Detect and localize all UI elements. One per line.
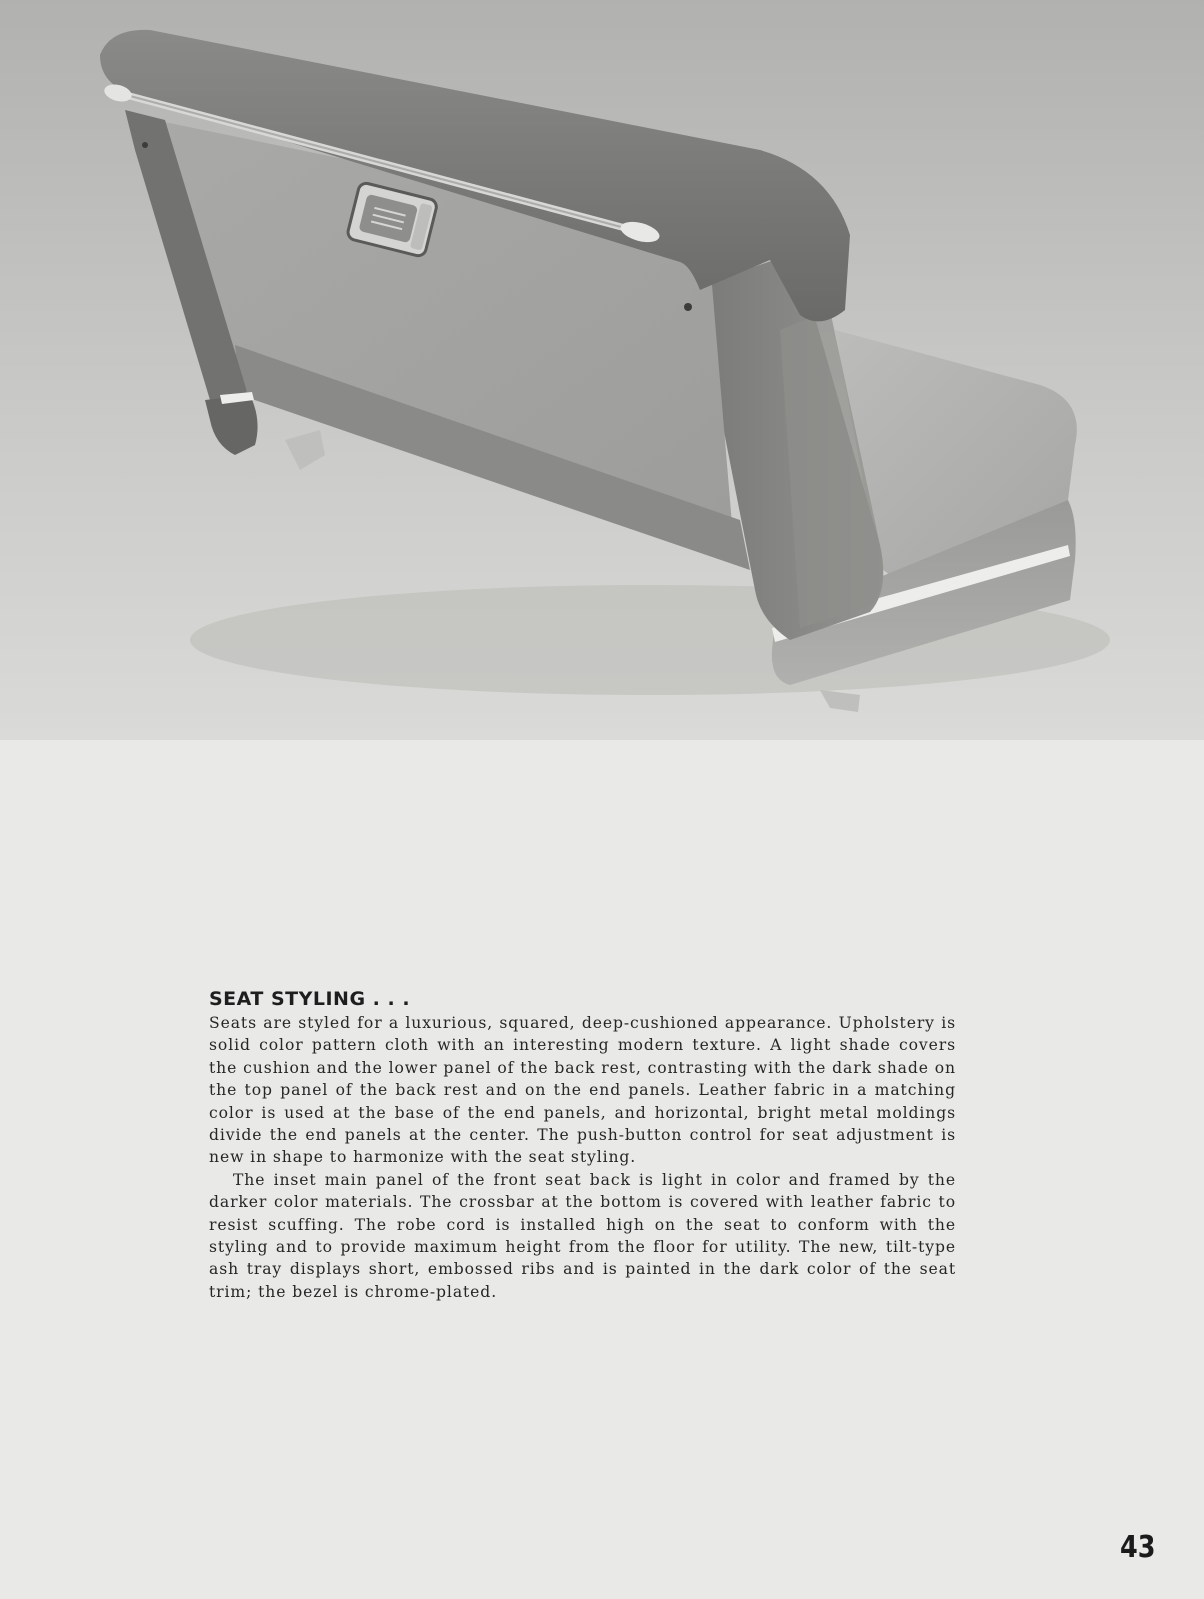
- paragraph-1: Seats are styled for a luxurious, squared, deep-cushioned appearance. Upholstery is solid color pattern cloth with an interesting modern texture. A light shade covers the cushion and the lower panel of the back rest, contrasting with the dark shade on the top panel of the back rest and on the end panels. Leather fabric in a matching color is used at the base of the end panels, and horizontal, bright metal moldings divide the end panels at the center. The push-button control for seat adjustment is new in shape to harmonize with the seat styling.: [209, 1014, 956, 1167]
- article-text: [209, 986, 956, 1303]
- seat-photo: [0, 0, 1204, 740]
- page-number: 43: [1120, 1530, 1156, 1565]
- screw-right: [684, 303, 692, 311]
- section-heading: SEAT STYLING . . .: [209, 988, 411, 1010]
- screw-left: [142, 142, 148, 148]
- paragraph-2: The inset main panel of the front seat back is light in color and framed by the darker color materials. The crossbar at the bottom is covered with leather fabric to resist scuffing. The robe cord is installed high on the seat to conform with the styling and to provide maximum height from the floor for utility. The new, tilt-type ash tray displays short, embossed ribs and is painted in the dark color of the seat trim; the bezel is chrome-plated.: [209, 1170, 956, 1301]
